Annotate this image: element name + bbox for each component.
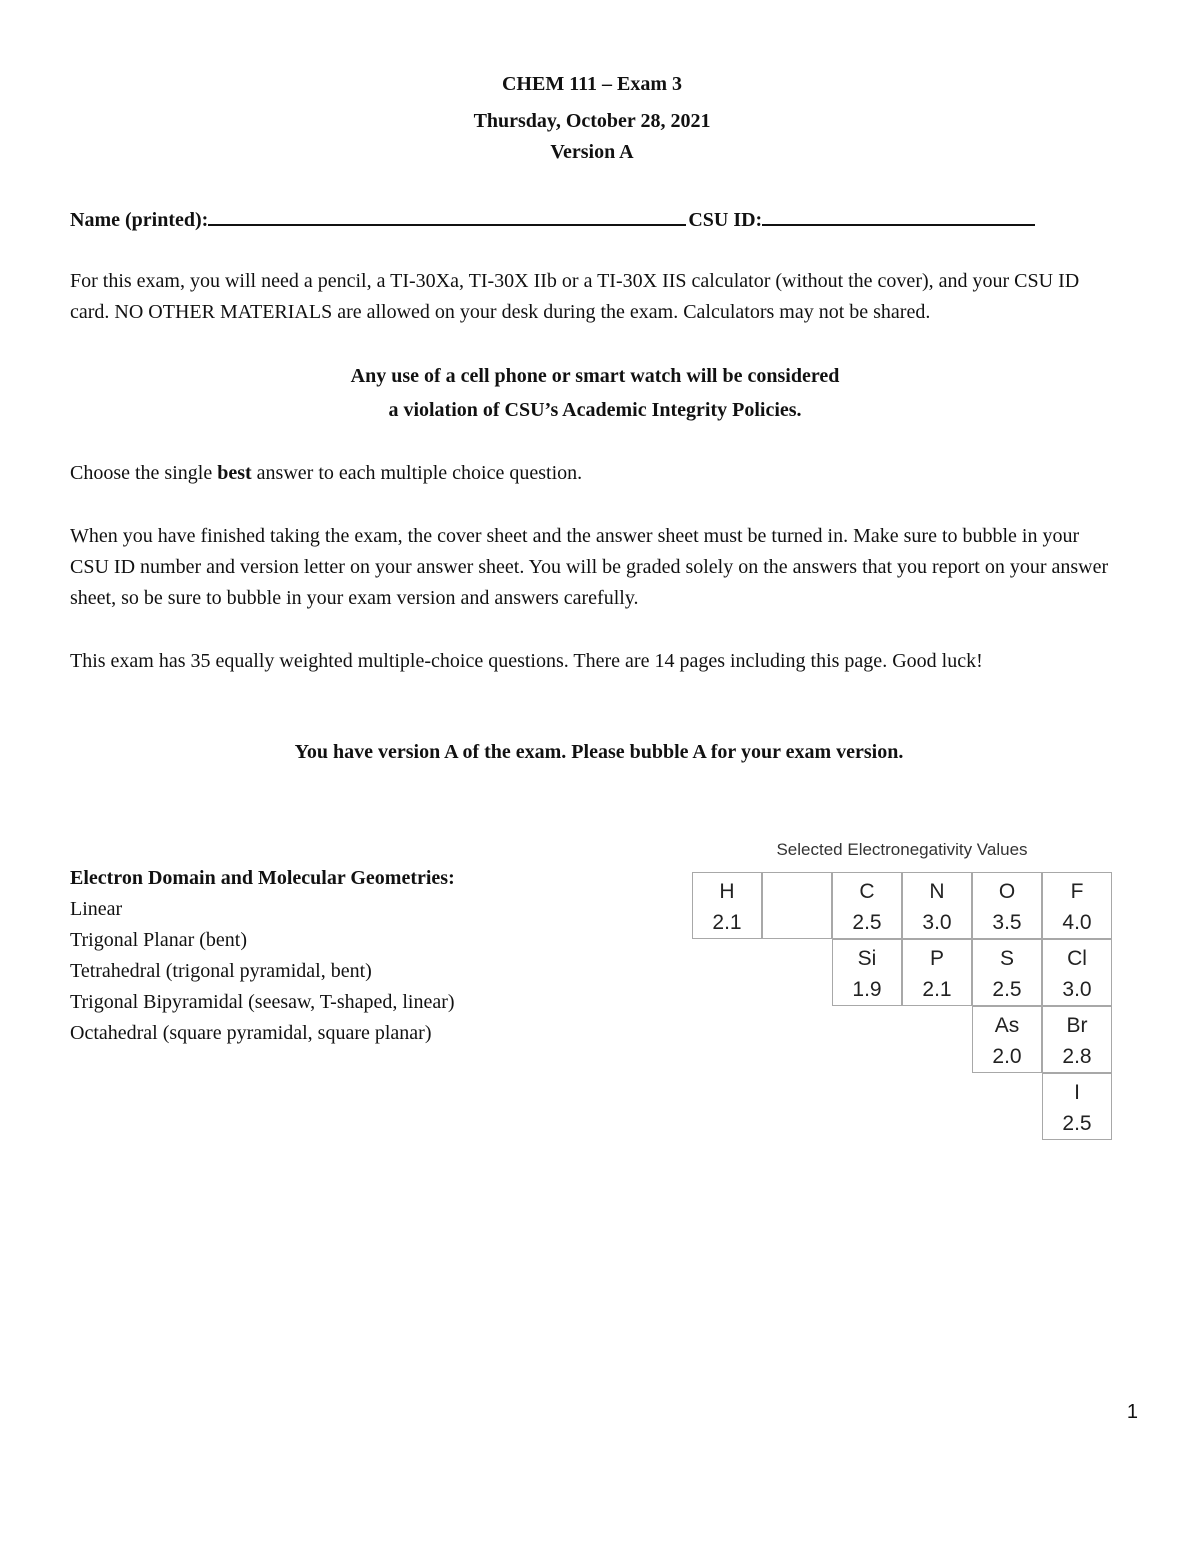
materials-instructions: For this exam, you will need a pencil, a TI-30Xa, TI-30X IIb or a TI-30X IIS calculator (without the cover), and your CSU ID card. NO OTHER MATERIALS are allowed on your desk during the exam. Calculators may not be shared.	[70, 270, 1080, 323]
geometry-item: Tetrahedral (trigonal pyramidal, bent)	[70, 960, 372, 982]
electronegativity-value: 2.5	[852, 911, 882, 934]
element-cell-si	[832, 939, 902, 1006]
geometry-item: Trigonal Planar (bent)	[70, 929, 248, 951]
choose-text-before: Choose the single	[70, 462, 218, 484]
element-symbol: I	[1074, 1081, 1080, 1104]
element-cell-as	[972, 1006, 1042, 1073]
electronegativity-value: 1.9	[852, 978, 882, 1001]
csu-id-blank[interactable]	[762, 202, 1035, 226]
element-cell-p	[902, 939, 972, 1006]
electronegativity-table-title: Selected Electronegativity Values	[776, 840, 1028, 859]
element-cell-f	[1042, 872, 1112, 939]
element-symbol: Br	[1066, 1014, 1088, 1037]
name-blank[interactable]	[208, 202, 686, 226]
phone-warning-line-1: Any use of a cell phone or smart watch will be considered	[350, 365, 840, 387]
element-symbol: H	[719, 880, 735, 903]
electronegativity-value: 4.0	[1062, 911, 1092, 934]
choose-text-after: answer to each multiple choice question.	[251, 462, 583, 484]
element-symbol: As	[994, 1014, 1020, 1037]
electronegativity-value: 3.5	[992, 911, 1022, 934]
phone-warning-line-2: a violation of CSU’s Academic Integrity Policies.	[388, 399, 802, 421]
electronegativity-value: 2.1	[712, 911, 742, 934]
element-cell-i	[1042, 1073, 1112, 1140]
geometry-title: Electron Domain and Molecular Geometries:	[70, 867, 455, 889]
electronegativity-value: 3.0	[922, 911, 952, 934]
element-cell-o	[972, 872, 1042, 939]
element-symbol: Si	[857, 947, 877, 970]
element-symbol: Cl	[1067, 947, 1087, 970]
choose-text-bold: best	[217, 462, 252, 484]
electronegativity-value: 2.5	[992, 978, 1022, 1001]
choose-answer-instruction	[70, 462, 582, 485]
electronegativity-value: 3.0	[1062, 978, 1092, 1001]
version-notice: You have version A of the exam. Please bubble A for your exam version.	[294, 741, 904, 763]
element-symbol: S	[999, 947, 1014, 970]
element-symbol: N	[929, 880, 945, 903]
element-cell-s	[972, 939, 1042, 1006]
geometry-item: Trigonal Bipyramidal (seesaw, T-shaped, linear)	[70, 991, 455, 1013]
csu-id-label: CSU ID:	[688, 209, 763, 231]
identity-row	[70, 202, 1070, 232]
element-symbol: O	[998, 880, 1016, 903]
electronegativity-value: 2.0	[992, 1045, 1022, 1068]
element-cell-c	[832, 872, 902, 939]
exam-version: Version A	[550, 141, 634, 163]
element-cell-cl	[1042, 939, 1112, 1006]
name-label: Name (printed):	[70, 209, 209, 231]
electronegativity-value: 2.5	[1062, 1112, 1092, 1135]
geometry-item: Linear	[70, 898, 123, 920]
element-symbol: F	[1070, 880, 1084, 903]
electronegativity-value: 2.1	[922, 978, 952, 1001]
geometry-item: Octahedral (square pyramidal, square planar)	[70, 1022, 432, 1044]
electronegativity-value: 2.8	[1062, 1045, 1092, 1068]
empty-table-cell	[762, 872, 832, 939]
element-cell-h	[692, 872, 762, 939]
exam-date: Thursday, October 28, 2021	[473, 110, 711, 132]
element-symbol: C	[859, 880, 875, 903]
turn-in-instructions: When you have finished taking the exam, the cover sheet and the answer sheet must be turned in. Make sure to bubble in your CSU ID number and version letter on your answer sheet. You will be graded solely on the answers that you report on your answer sheet, so be sure to bubble in your exam version and answers carefully.	[70, 525, 1109, 609]
element-symbol: P	[929, 947, 944, 970]
course-title: CHEM 111 – Exam 3	[501, 73, 682, 95]
element-cell-br	[1042, 1006, 1112, 1073]
exam-info: This exam has 35 equally weighted multiple-choice questions. There are 14 pages including this page. Good luck!	[70, 650, 983, 672]
element-cell-n	[902, 872, 972, 939]
page-number: 1	[1126, 1401, 1138, 1423]
